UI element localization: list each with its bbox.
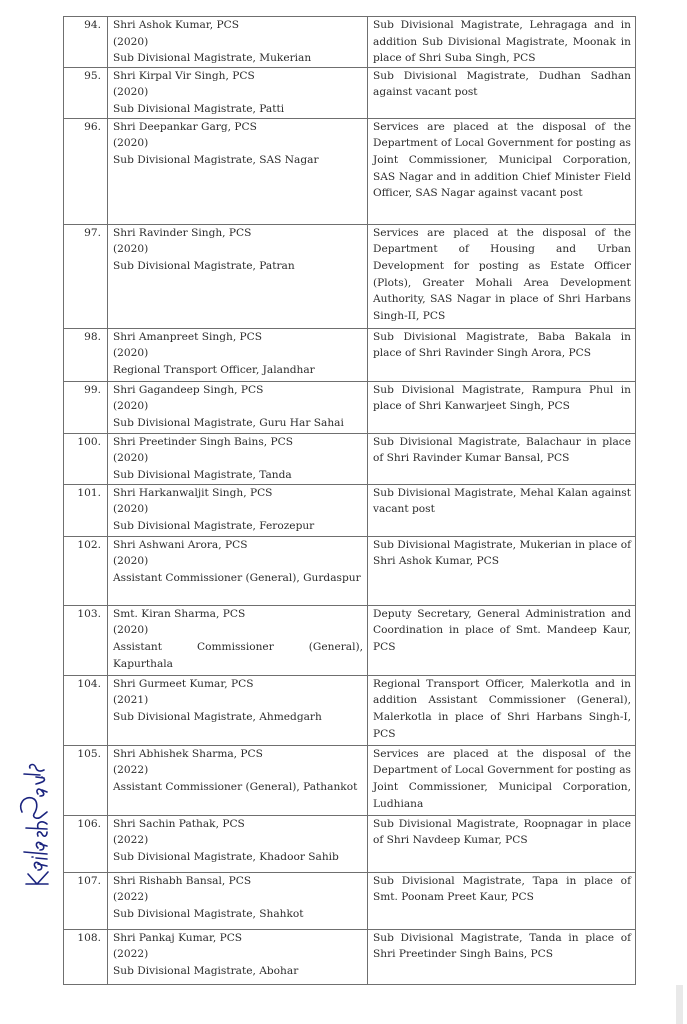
officer-current-posting: Sub Divisional Magistrate, Guru Har Sahai	[113, 416, 344, 429]
signature-icon	[14, 760, 58, 890]
table-row	[64, 675, 636, 745]
transfer-orders-table	[63, 16, 636, 985]
officer-cell	[108, 872, 368, 929]
new-posting: Sub Divisional Magistrate, Roopnagar in place of Shri Navdeep Kumar, PCS	[368, 815, 636, 872]
officer-batch: (2020)	[113, 452, 149, 465]
officer-name: Shri Kirpal Vir Singh, PCS	[113, 69, 255, 82]
officer-cell	[108, 17, 368, 68]
officer-current-posting: Regional Transport Officer, Jalandhar	[113, 363, 315, 376]
officer-batch: (2020)	[113, 624, 149, 637]
officer-cell	[108, 118, 368, 224]
officer-name: Shri Gagandeep Singh, PCS	[113, 383, 264, 396]
officer-current-posting: Sub Divisional Magistrate, Patran	[113, 259, 295, 272]
new-posting: Sub Divisional Magistrate, Tanda in place of Shri Preetinder Singh Bains, PCS	[368, 929, 636, 984]
table-row	[64, 224, 636, 328]
table-row	[64, 433, 636, 484]
officer-batch: (2021)	[113, 694, 149, 707]
officer-batch: (2020)	[113, 35, 149, 48]
officer-batch: (2022)	[113, 834, 149, 847]
new-posting: Services are placed at the disposal of the Department of Local Government for posting as Joint Commissioner, Municipal Corporation, Ludhiana	[368, 745, 636, 815]
officer-name: Shri Amanpreet Singh, PCS	[113, 330, 263, 343]
officer-cell	[108, 605, 368, 675]
table-row	[64, 381, 636, 433]
table-row	[64, 328, 636, 381]
new-posting: Sub Divisional Magistrate, Balachaur in place of Shri Ravinder Kumar Bansal, PCS	[368, 433, 636, 484]
officer-name: Shri Ashwani Arora, PCS	[113, 538, 248, 551]
table-row	[64, 67, 636, 118]
serial-number: 104.	[64, 675, 108, 745]
officer-cell	[108, 929, 368, 984]
new-posting: Sub Divisional Magistrate, Tapa in place of Smt. Poonam Preet Kaur, PCS	[368, 872, 636, 929]
new-posting: Services are placed at the disposal of the Department of Local Government for posting as Joint Commissioner, Municipal Corporation, SAS Nagar and in addition Chief Minister Field Officer, SAS Nagar against vacant post	[368, 118, 636, 224]
officer-batch: (2022)	[113, 891, 149, 904]
serial-number: 95.	[64, 67, 108, 118]
officer-name: Shri Pankaj Kumar, PCS	[113, 931, 243, 944]
officer-current-posting: Sub Divisional Magistrate, Patti	[113, 102, 285, 115]
officer-name: Shri Harkanwaljit Singh, PCS	[113, 486, 273, 499]
officer-name: Shri Ravinder Singh, PCS	[113, 226, 252, 239]
officer-batch: (2020)	[113, 503, 149, 516]
serial-number: 107.	[64, 872, 108, 929]
officer-cell	[108, 815, 368, 872]
officer-current-posting: Assistant Commissioner (General), Pathankot	[113, 780, 358, 793]
officer-name: Shri Gurmeet Kumar, PCS	[113, 677, 254, 690]
officer-current-posting: Assistant Commissioner (General), Gurdaspur	[113, 571, 361, 584]
table-row	[64, 745, 636, 815]
officer-batch: (2020)	[113, 137, 149, 150]
serial-number: 96.	[64, 118, 108, 224]
serial-number: 103.	[64, 605, 108, 675]
officer-batch: (2020)	[113, 400, 149, 413]
officer-name: Smt. Kiran Sharma, PCS	[113, 607, 246, 620]
officer-batch: (2020)	[113, 347, 149, 360]
officer-batch: (2020)	[113, 555, 149, 568]
serial-number: 108.	[64, 929, 108, 984]
serial-number: 97.	[64, 224, 108, 328]
officer-current-posting: Sub Divisional Magistrate, Ahmedgarh	[113, 710, 322, 723]
officer-cell	[108, 484, 368, 536]
new-posting: Sub Divisional Magistrate, Rampura Phul in place of Shri Kanwarjeet Singh, PCS	[368, 381, 636, 433]
officer-cell	[108, 536, 368, 605]
officer-name: Shri Rishabh Bansal, PCS	[113, 874, 252, 887]
officer-current-posting: Sub Divisional Magistrate, Ferozepur	[113, 519, 315, 532]
table-row	[64, 872, 636, 929]
officer-name: Shri Preetinder Singh Bains, PCS	[113, 435, 293, 448]
officer-cell	[108, 224, 368, 328]
officer-cell	[108, 67, 368, 118]
new-posting: Sub Divisional Magistrate, Mukerian in place of Shri Ashok Kumar, PCS	[368, 536, 636, 605]
table-row	[64, 484, 636, 536]
officer-cell	[108, 381, 368, 433]
officer-batch: (2020)	[113, 86, 149, 99]
officer-batch: (2020)	[113, 243, 149, 256]
officer-current-posting: Assistant Commissioner (General), Kapurthala	[113, 640, 363, 670]
officer-current-posting: Sub Divisional Magistrate, Mukerian	[113, 52, 312, 65]
officer-name: Shri Abhishek Sharma, PCS	[113, 747, 263, 760]
serial-number: 98.	[64, 328, 108, 381]
officer-batch: (2022)	[113, 948, 149, 961]
officer-batch: (2022)	[113, 764, 149, 777]
table-row	[64, 815, 636, 872]
new-posting: Regional Transport Officer, Malerkotla and in addition Assistant Commissioner (General), Malerkotla in place of Shri Harbans Singh-I, PCS	[368, 675, 636, 745]
officer-current-posting: Sub Divisional Magistrate, Shahkot	[113, 907, 304, 920]
officer-current-posting: Sub Divisional Magistrate, Abohar	[113, 964, 299, 977]
table-row	[64, 929, 636, 984]
officer-current-posting: Sub Divisional Magistrate, Khadoor Sahib	[113, 850, 339, 863]
officer-name: Shri Deepankar Garg, PCS	[113, 120, 257, 133]
officer-cell	[108, 675, 368, 745]
serial-number: 101.	[64, 484, 108, 536]
officer-current-posting: Sub Divisional Magistrate, SAS Nagar	[113, 153, 319, 166]
new-posting: Sub Divisional Magistrate, Lehragaga and in addition Sub Divisional Magistrate, Moonak in place of Shri Suba Singh, PCS	[368, 17, 636, 68]
officer-name: Shri Sachin Pathak, PCS	[113, 817, 245, 830]
table-row	[64, 118, 636, 224]
officer-cell	[108, 433, 368, 484]
officer-cell	[108, 328, 368, 381]
table-body	[64, 17, 636, 985]
table-row	[64, 17, 636, 68]
scrollbar[interactable]	[676, 985, 683, 1024]
table-row	[64, 605, 636, 675]
serial-number: 106.	[64, 815, 108, 872]
officer-name: Shri Ashok Kumar, PCS	[113, 19, 239, 31]
serial-number: 105.	[64, 745, 108, 815]
new-posting: Deputy Secretary, General Administration and Coordination in place of Smt. Mandeep Kaur, PCS	[368, 605, 636, 675]
new-posting: Sub Divisional Magistrate, Mehal Kalan against vacant post	[368, 484, 636, 536]
new-posting: Sub Divisional Magistrate, Baba Bakala in place of Shri Ravinder Singh Arora, PCS	[368, 328, 636, 381]
new-posting: Services are placed at the disposal of the Department of Housing and Urban Development for posting as Estate Officer (Plots), Greater Mohali Area Development Authority, SAS Nagar in place of Shri Harbans Singh-II, PCS	[368, 224, 636, 328]
handwritten-signature	[14, 760, 58, 890]
table-row	[64, 536, 636, 605]
new-posting: Sub Divisional Magistrate, Dudhan Sadhan against vacant post	[368, 67, 636, 118]
serial-number: 100.	[64, 433, 108, 484]
serial-number: 102.	[64, 536, 108, 605]
serial-number: 94.	[64, 17, 108, 68]
officer-cell	[108, 745, 368, 815]
officer-current-posting: Sub Divisional Magistrate, Tanda	[113, 468, 292, 481]
serial-number: 99.	[64, 381, 108, 433]
